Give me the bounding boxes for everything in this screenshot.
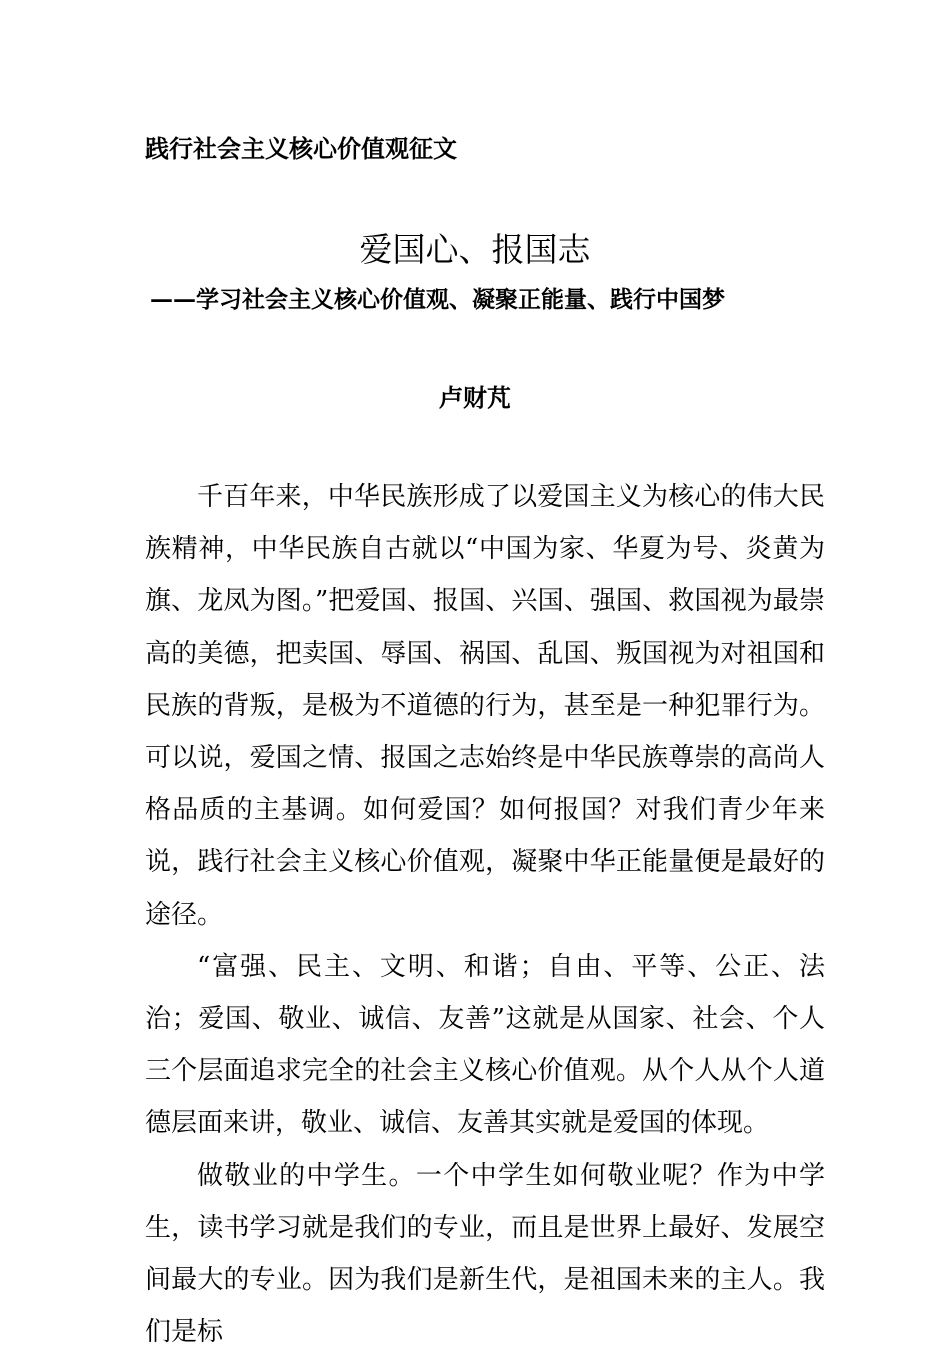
author-name: 卢财芃 [439, 383, 511, 412]
page-title: 爱国心、报国志 [359, 230, 591, 269]
document-header: 践行社会主义核心价值观征文 [145, 134, 457, 163]
page-subtitle: ——学习社会主义核心价值观、凝聚正能量、践行中国梦 [150, 286, 725, 313]
paragraph: 做敬业的中学生。一个中学生如何敬业呢？作为中学生，读书学习就是我们的专业，而且是世界上最好、发展空间最大的专业。因为我们是新生代，是祖国未来的主人。我们是标 [145, 1160, 825, 1348]
paragraph: 千百年来，中华民族形成了以爱国主义为核心的伟大民族精神，中华民族自古就以“中国为家、华夏为号、炎黄为旗、龙凤为图。”把爱国、报国、兴国、强国、救国视为最崇高的美德，把卖国、辱国、祸国、乱国、叛国视为对祖国和民族的背叛，是极为不道德的行为，甚至是一种犯罪行为。可以说，爱国之情、报国之志始终是中华民族尊崇的高尚人格品质的主基调。如何爱国？如何报国？对我们青少年来说，践行社会主义核心价值观，凝聚中华正能量便是最好的途径。 [145, 482, 825, 930]
paragraph: “富强、民主、文明、和谐；自由、平等、公正、法治；爱国、敬业、诚信、友善”这就是从国家、社会、个人三个层面追求完全的社会主义核心价值观。从个人从个人道德层面来讲，敬业、诚信、友善其实就是爱国的体现。 [145, 951, 825, 1139]
body-text [145, 471, 825, 1358]
